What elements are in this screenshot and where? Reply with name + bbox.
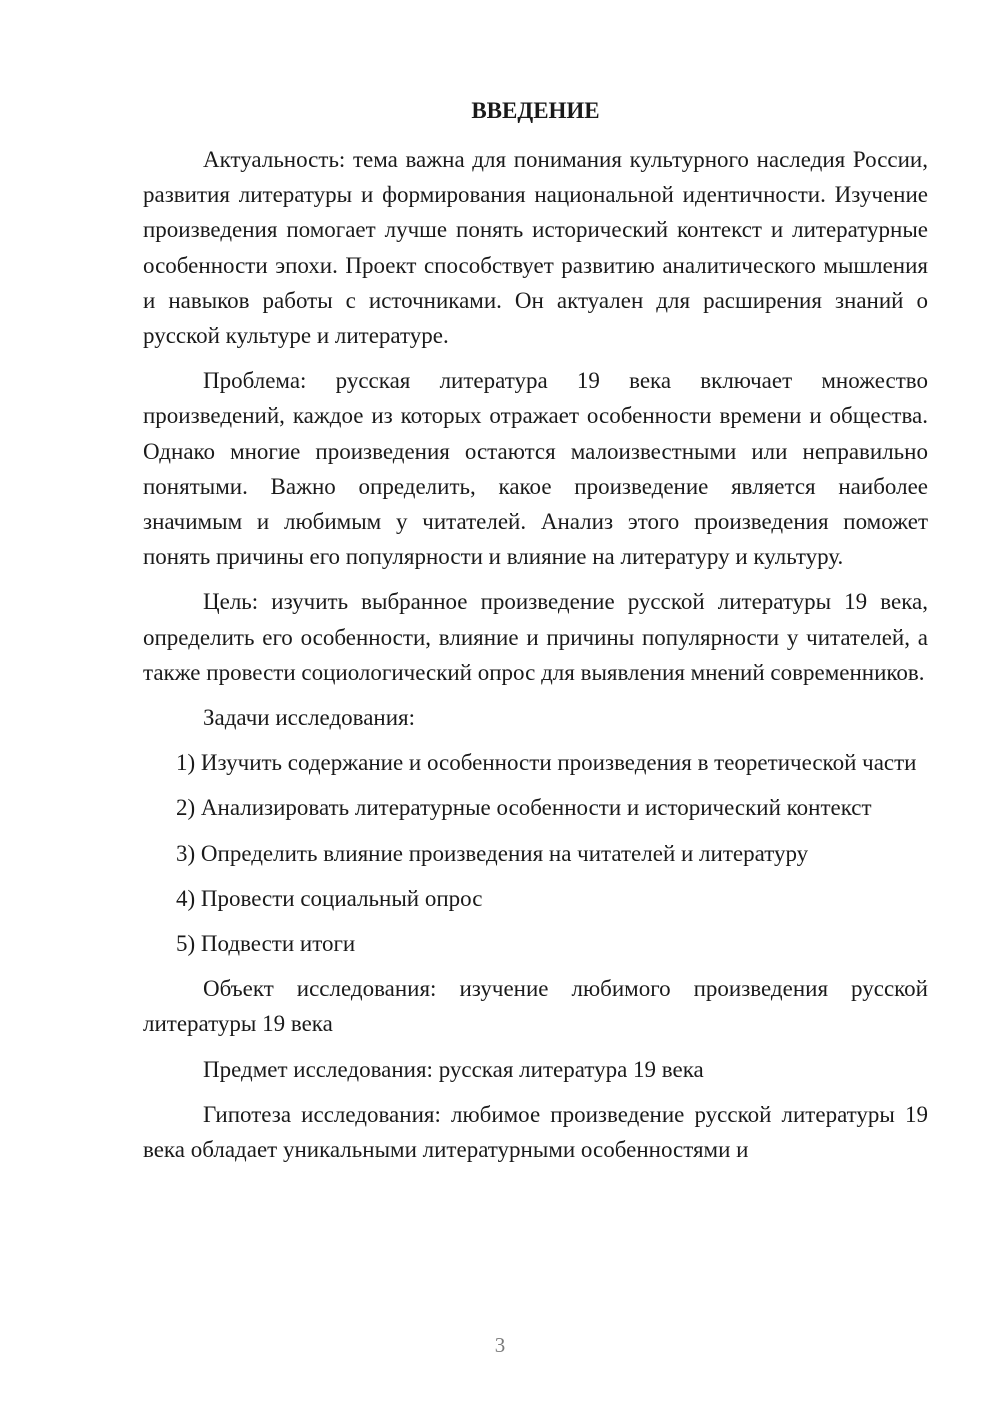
task-item-2: 2) Анализировать литературные особенности и исторический контекст xyxy=(176,795,872,821)
page-number: 3 xyxy=(494,1333,506,1357)
task-item-3: 3) Определить влияние произведения на читателей и литературу xyxy=(176,840,809,866)
goal-paragraph: Цель: изучить выбранное произведение русской литературы 19 века, определить его особенности, влияние и причины популярности у читателей, а также провести социологический опрос для выявления мнений современников. xyxy=(143,589,928,685)
relevance-paragraph: Актуальность: тема важна для понимания культурного наследия России, развития литературы и формирования национальной идентичности. Изучение произведения помогает лучше понять исторический контекст и литературные особенности эпохи. Проект способствует развитию аналитического мышления и навыков работы с источниками. Он актуален для расширения знаний о русской культуре и литературе. xyxy=(143,147,928,349)
problem-paragraph: Проблема: русская литература 19 века включает множество произведений, каждое из которых отражает особенности времени и общества. Однако многие произведения остаются малоизвестными или неправильно понятыми. Важно определить, какое произведение является наиболее значимым и любимым у читателей. Анализ этого произведения поможет понять причины его популярности и влияние на литературу и культуру. xyxy=(143,368,928,570)
hypothesis-paragraph: Гипотеза исследования: любимое произведение русской литературы 19 века обладает уникальными литературными особенностями и xyxy=(143,1101,928,1163)
research-object-paragraph: Объект исследования: изучение любимого произведения русской литературы 19 века xyxy=(143,976,928,1037)
task-item-1: 1) Изучить содержание и особенности произведения в теоретической части xyxy=(176,750,917,776)
research-subject-paragraph: Предмет исследования: русская литература 19 века xyxy=(203,1056,704,1082)
task-item-4: 4) Провести социальный опрос xyxy=(176,885,483,911)
page-content xyxy=(143,96,928,1167)
tasks-heading: Задачи исследования: xyxy=(203,705,416,731)
task-item-5: 5) Подвести итоги xyxy=(176,931,356,957)
section-heading: ВВЕДЕНИЕ xyxy=(471,98,600,123)
